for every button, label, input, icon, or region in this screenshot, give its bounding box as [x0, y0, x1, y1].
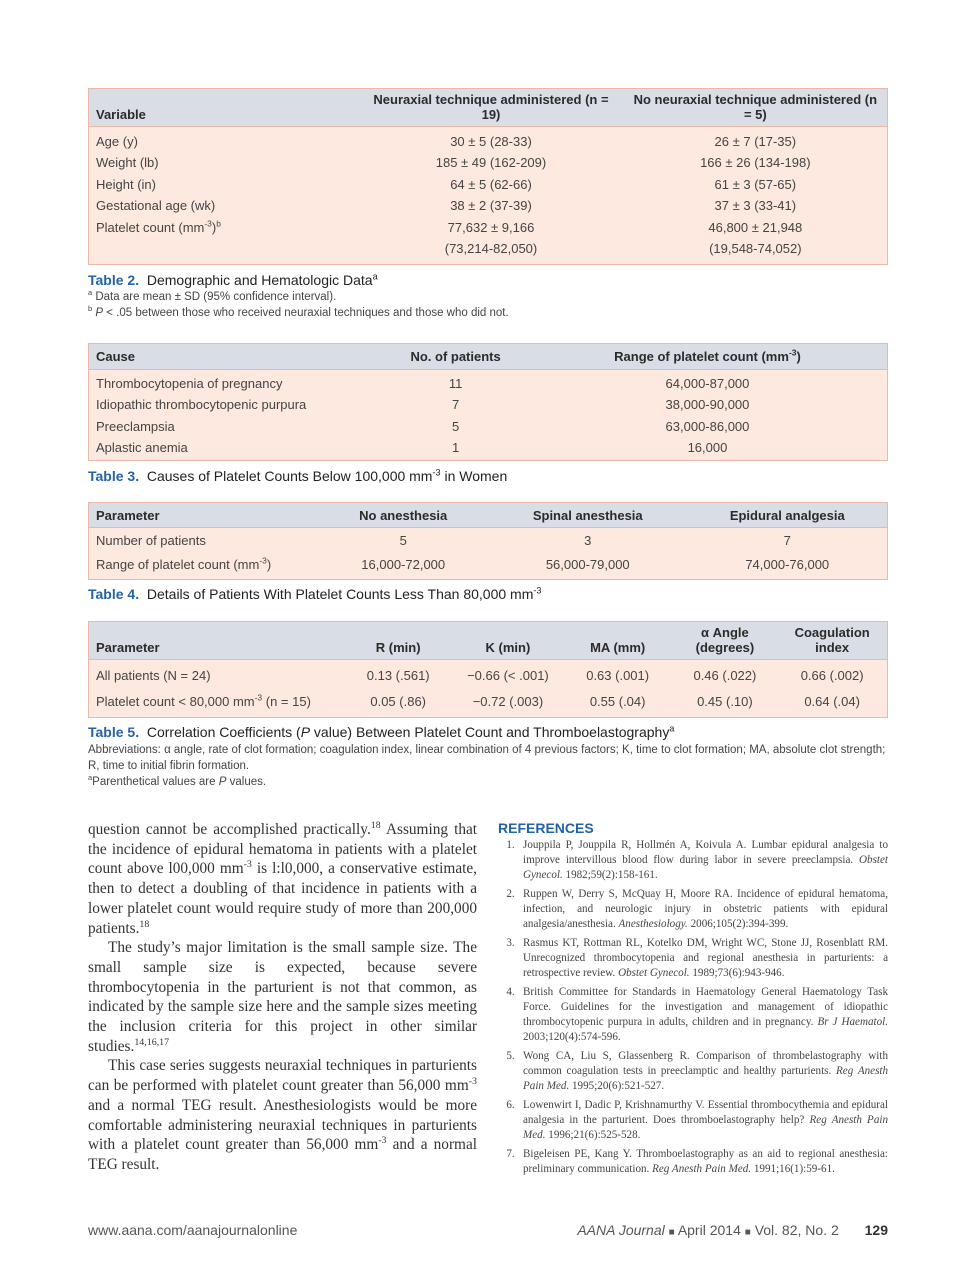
table-row [89, 416, 887, 437]
table-row [89, 216, 887, 259]
cell-value: 38 ± 2 (37-39) [450, 198, 532, 214]
reference-number: 6. [506, 1099, 515, 1111]
cell-value: 7 [451, 397, 460, 413]
cell-value: 37 ± 3 (33-41) [714, 198, 797, 214]
reference-item: 1. Jouppila P, Jouppila R, Hollmén A, Koivula A. Lumbar epidural analgesia to improve intervillous blood flow during labor in severe preeclampsia. Obstet Gynecol. 1982;59(2):158-161. [498, 838, 888, 883]
col-neuraxial: Neuraxial technique administered (n = 19) [373, 92, 609, 122]
table-row: Number of patients 5 3 7 [96, 533, 791, 548]
cell-value: 30 ± 5 (28-33) [450, 134, 532, 150]
col-variable: Variable [96, 107, 146, 122]
reference-item: 6. Lowenwirt I, Dadic P, Krishnamurthy V. Essential thrombocythemia and epidural analgesia in the parturient. Does thromboelastography help? Reg Anesth Pain Med. 1996;21(6):525-528. [498, 1098, 888, 1143]
cell-value: 77,632 ± 9,166 (73,214-82,050) [444, 220, 538, 257]
col-epidural: Epidural analgesia [729, 507, 845, 523]
footer-url: www.aana.com/aanajournalonline [88, 1222, 298, 1238]
col-parameter: Parameter [96, 640, 160, 655]
cell-value: 185 ± 49 (162-209) [435, 155, 547, 171]
col-no-anesthesia: No anesthesia [359, 507, 448, 523]
cell-value: 64 ± 5 (62-66) [450, 176, 532, 192]
table-row: Platelet count < 80,000 $mm^{-3}$ (n = 15) 0.05 (.86) −0.72 (.003) 0.55 (.04) 0.45 (.10) 0.64 (.04) [96, 692, 860, 709]
row-label: Platelet count $(mm^{-3})^b$ [96, 218, 221, 236]
reference-item: 3. Rasmus KT, Rottman RL, Kotelko DM, Wright WC, Stone JJ, Rosenblatt RM. Unrecognized thrombocytopenia and regional anesthesia in parturients: a retrospective review. Obstet Gynecol. 1989;73(6):943-946. [498, 936, 888, 981]
reference-item: 2. Ruppen W, Derry S, McQuay H, Moore RA. Incidence of epidural hematoma, infection, and neurologic injury in obstetric patients with epidural analgesia/anesthesia. Anesthesiology. 2006;105(2):394-399. [498, 887, 888, 932]
table-5-footnotes [88, 742, 888, 790]
cell-value: 46,800 ± 21,948 (19,548-74,052) [708, 220, 803, 257]
col-patients: No. of patients [410, 349, 501, 364]
cell-value: 64,000-87,000 [665, 376, 750, 392]
reference-number: 2. [506, 888, 515, 900]
col-spinal: Spinal anesthesia [532, 507, 643, 523]
col-parameter: Parameter [96, 507, 160, 523]
table-row [89, 131, 887, 152]
cell-value: Age (y) [96, 134, 138, 150]
table-row: All patients (N = 24) 0.13 (.561) −0.66 (< .001) 0.63 (.001) 0.46 (.022) 0.66 (.002) [96, 668, 864, 683]
table-row [89, 394, 887, 415]
table-row [89, 373, 887, 394]
cell-value: Height (in) [96, 176, 156, 192]
col-coag-index: Coagulation index [794, 625, 870, 655]
table-3 [88, 343, 888, 461]
reference-number: 1. [506, 839, 515, 851]
footnote-a: $^a$ Data are mean ± SD (95% confidence interval). [88, 288, 337, 303]
reference-item: 4. British Committee for Standards in Haematology General Haematology Task Force. Guidelines for the investigation and management of idiopathic thrombocytopenic purpura in adults, children and in pregnancy. Br J Haematol. 2003;120(4):574-596. [498, 985, 888, 1045]
table-3-caption: Table 3. Causes of Platelet Counts Below 100,000 $mm^{-3}$ in Women [88, 467, 508, 484]
paragraph: This case series suggests neuraxial techniques in parturients can be performed with platelet count greater than 56,000 $mm^{-3}$ and a normal TEG result. Anesthesiologists would be more comfortable administering neuraxial techniques in parturients with a platelet count greater than 56,000 $mm^{-3}$ and a normal TEG result. [88, 1057, 477, 1173]
footnote-b: $^b$ P < .05 between those who received neuraxial techniques and those who did not. [88, 304, 509, 319]
table-4-header [89, 503, 887, 528]
reference-item: 7. Bigeleisen PE, Kang Y. Thromboelastography as an aid to regional anesthesia: preliminary communication. Reg Anesth Pain Med. 1991;16(1):59-61. [498, 1147, 888, 1177]
footnote-a: $^a$Parenthetical values are P values. [88, 773, 267, 788]
cell-value: 16,000 [687, 440, 728, 456]
reference-item: 5. Wong CA, Liu S, Glassenberg R. Comparison of thrombelastography with common coagulation tests in preeclamptic and healthy parturients. Reg Anesth Pain Med. 1995;20(6):521-527. [498, 1049, 888, 1094]
table-2-header [89, 89, 887, 127]
table-row [89, 174, 887, 195]
table-5-caption: Table 5. Correlation Coefficients (P value) Between Platelet Count and Thromboelastography$^a$ [88, 723, 675, 740]
col-ma: MA (mm) [590, 640, 646, 655]
table-row: Range of platelet count $(mm^{-3})$ 16,000-72,000 56,000-79,000 74,000-76,000 [96, 555, 830, 572]
table-5-header [89, 622, 887, 660]
cell-value: 61 ± 3 (57-65) [714, 176, 797, 192]
abbreviations: Abbreviations: α angle, rate of clot formation; coagulation index, linear combination of 4 previous factors; K, time to clot formation; MA, absolute clot strength; R, time to initial fibrin formation. [88, 744, 886, 772]
reference-number: 7. [506, 1148, 515, 1160]
cell-value: Idiopathic thrombocytopenic purpura [96, 397, 307, 413]
paragraph: The study’s major limitation is the small sample size. The small sample size is expected, because severe thrombocytopenia in the parturient is not that common, as indicated by the sample size here and the sample sizes meeting the inclusion criteria for this project in other similar studies.$^{14,16,17}$ [88, 939, 477, 1055]
footer-journal-info: AANA Journal ■ April 2014 ■ Vol. 82, No. 2 129 [577, 1222, 888, 1238]
reference-number: 4. [506, 986, 515, 998]
cell-value: 26 ± 7 (17-35) [714, 134, 797, 150]
cell-value: Preeclampsia [96, 418, 175, 434]
reference-number: 3. [506, 937, 515, 949]
col-cause: Cause [96, 349, 136, 364]
col-k: K (min) [485, 640, 531, 655]
cell-value: Weight (lb) [96, 155, 159, 171]
cell-value: 5 [451, 418, 460, 434]
col-no-neuraxial: No neuraxial technique administered (n = 5) [633, 92, 878, 122]
col-range: Range of platelet count $(mm^{-3})$ [614, 347, 801, 364]
cell-value: 38,000-90,000 [665, 397, 750, 413]
references-heading: REFERENCES [498, 820, 594, 836]
cell-value: Gestational age (wk) [96, 198, 216, 214]
table-4 [88, 502, 888, 580]
cell-value: Thrombocytopenia of pregnancy [96, 376, 283, 392]
cell-value: 166 ± 26 (134-198) [700, 155, 811, 171]
table-2-caption: Table 2. Demographic and Hematologic Data$^a$ [88, 271, 378, 288]
table-row [89, 437, 887, 458]
table-3-header [89, 344, 887, 370]
col-r: R (min) [375, 640, 421, 655]
cell-value: 1 [451, 440, 460, 456]
table-row [89, 195, 887, 216]
references-list [498, 838, 888, 1181]
table-row [89, 152, 887, 173]
table-5 [88, 621, 888, 718]
table-2-footnotes [88, 289, 888, 321]
col-angle: α Angle (degrees) [695, 625, 755, 655]
body-text [88, 820, 477, 1175]
paragraph: question cannot be accomplished practically.$^{18}$ Assuming that the incidence of epidural hematoma in patients with a platelet count above l00,000 $mm^{-3}$ is l:l0,000, a conservative estimate, then to detect a doubling of that incidence in patients with a lower platelet count would require study of more than 200,000 patients.$^{18}$ [88, 819, 478, 937]
page-number: 129 [864, 1222, 888, 1238]
cell-value: Aplastic anemia [96, 440, 188, 456]
table-2 [88, 88, 888, 265]
reference-number: 5. [506, 1050, 515, 1062]
cell-value: 63,000-86,000 [665, 418, 750, 434]
cell-value: 11 [448, 376, 463, 392]
table-4-caption: Table 4. Details of Patients With Platelet Counts Less Than 80,000 $mm^{-3}$ [88, 585, 542, 602]
